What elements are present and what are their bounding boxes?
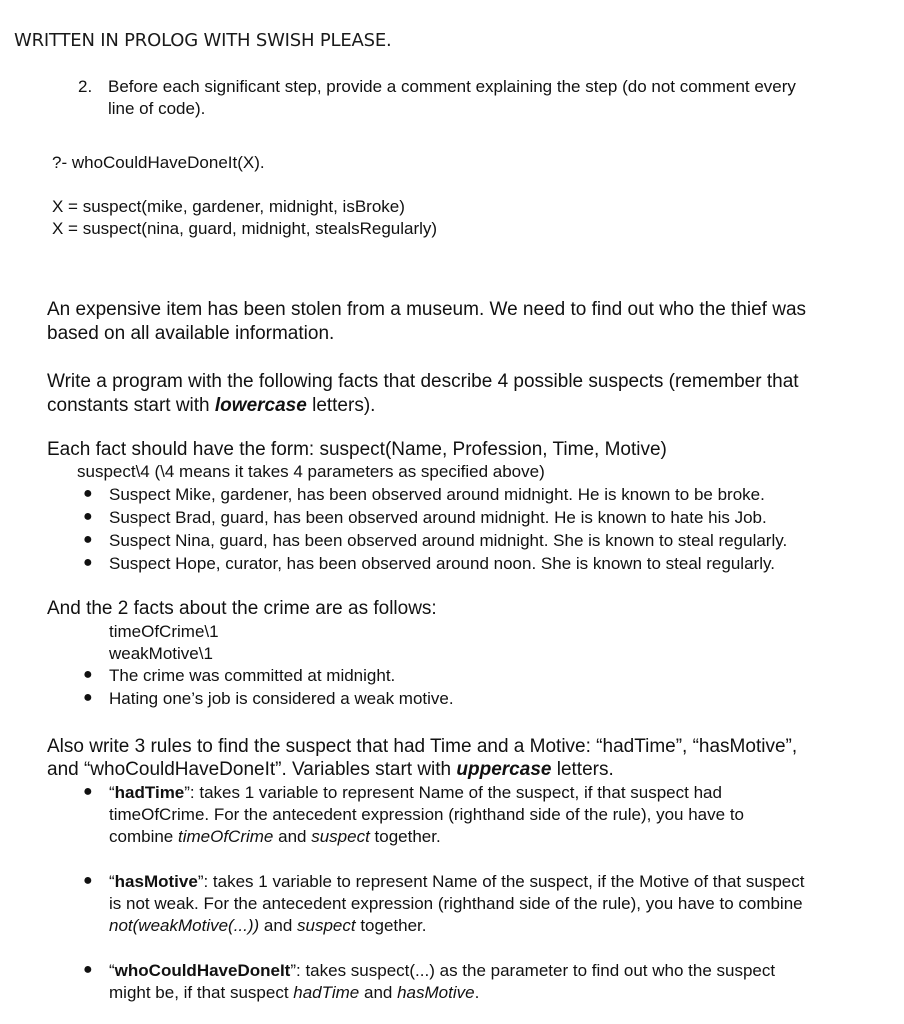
- who-line-2: might be, if that suspect hadTime and hasMotive.: [109, 983, 480, 1002]
- result-line-2: X = suspect(nina, guard, midnight, stealsRegularly): [52, 219, 438, 238]
- hasmotive-line-3: not(weakMotive(...)) and suspect together.: [109, 916, 427, 935]
- crime-bullet: Hating one’s job is considered a weak motive.: [109, 689, 454, 708]
- form-sub: suspect\4 (\4 means it takes 4 parameters as specified above): [77, 462, 545, 481]
- write-line-1: Write a program with the following facts that describe 4 possible suspects (remember that: [47, 371, 799, 392]
- form-line: Each fact should have the form: suspect(Name, Profession, Time, Motive): [47, 439, 667, 460]
- bullet-dot: ●: [83, 666, 93, 683]
- crime-bullet: The crime was committed at midnight.: [109, 666, 396, 685]
- suspect-item: Suspect Brad, guard, has been observed around midnight. He is known to hate his Job.: [109, 508, 767, 527]
- bullet-dot: ●: [83, 872, 93, 889]
- bullet-dot: ●: [83, 961, 93, 978]
- step-line-1: Before each significant step, provide a comment explaining the step (do not comment every: [108, 77, 796, 96]
- bullet-dot: ●: [83, 689, 93, 706]
- step-line-2: line of code).: [108, 99, 206, 118]
- step-number: 2.: [78, 77, 93, 96]
- intro-line-2: based on all available information.: [47, 323, 335, 344]
- hadtime-line-1: “hadTime”: takes 1 variable to represent Name of the suspect, if that suspect had: [109, 783, 722, 802]
- suspect-item: Suspect Mike, gardener, has been observed around midnight. He is known to be broke.: [109, 485, 765, 504]
- hadtime-line-3: combine timeOfCrime and suspect together.: [109, 827, 441, 846]
- page-header: WRITTEN IN PROLOG WITH SWISH PLEASE.: [14, 30, 392, 51]
- rules-line-1: Also write 3 rules to find the suspect that had Time and a Motive: “hadTime”, “hasMotive”,: [47, 736, 798, 757]
- hadtime-line-2: timeOfCrime. For the antecedent expression (righthand side of the rule), you have to: [109, 805, 744, 824]
- bullet-dot: ●: [83, 531, 93, 548]
- bullet-dot: ●: [83, 508, 93, 525]
- who-line-1: “whoCouldHaveDoneIt”: takes suspect(...) as the parameter to find out who the suspect: [109, 961, 776, 980]
- intro-line-1: An expensive item has been stolen from a museum. We need to find out who the thief was: [47, 299, 807, 320]
- bullet-dot: ●: [83, 485, 93, 502]
- write-line-2: constants start with lowercase letters).: [47, 395, 376, 416]
- hasmotive-line-2: is not weak. For the antecedent expression (righthand side of the rule), you have to combine: [109, 894, 803, 913]
- rules-line-2: and “whoCouldHaveDoneIt”. Variables start with uppercase letters.: [47, 759, 614, 780]
- query-text: ?- whoCouldHaveDoneIt(X).: [52, 153, 265, 172]
- bullet-dot: ●: [83, 783, 93, 800]
- crime-fact-1: timeOfCrime\1: [109, 622, 219, 641]
- suspect-item: Suspect Nina, guard, has been observed around midnight. She is known to steal regularly.: [109, 531, 788, 550]
- bullet-dot: ●: [83, 554, 93, 571]
- crime-fact-2: weakMotive\1: [109, 644, 213, 663]
- suspect-item: Suspect Hope, curator, has been observed around noon. She is known to steal regularly.: [109, 554, 775, 573]
- hasmotive-line-1: “hasMotive”: takes 1 variable to represent Name of the suspect, if the Motive of that suspect: [109, 872, 805, 891]
- crime-line: And the 2 facts about the crime are as follows:: [47, 598, 437, 619]
- result-line-1: X = suspect(mike, gardener, midnight, isBroke): [52, 197, 405, 216]
